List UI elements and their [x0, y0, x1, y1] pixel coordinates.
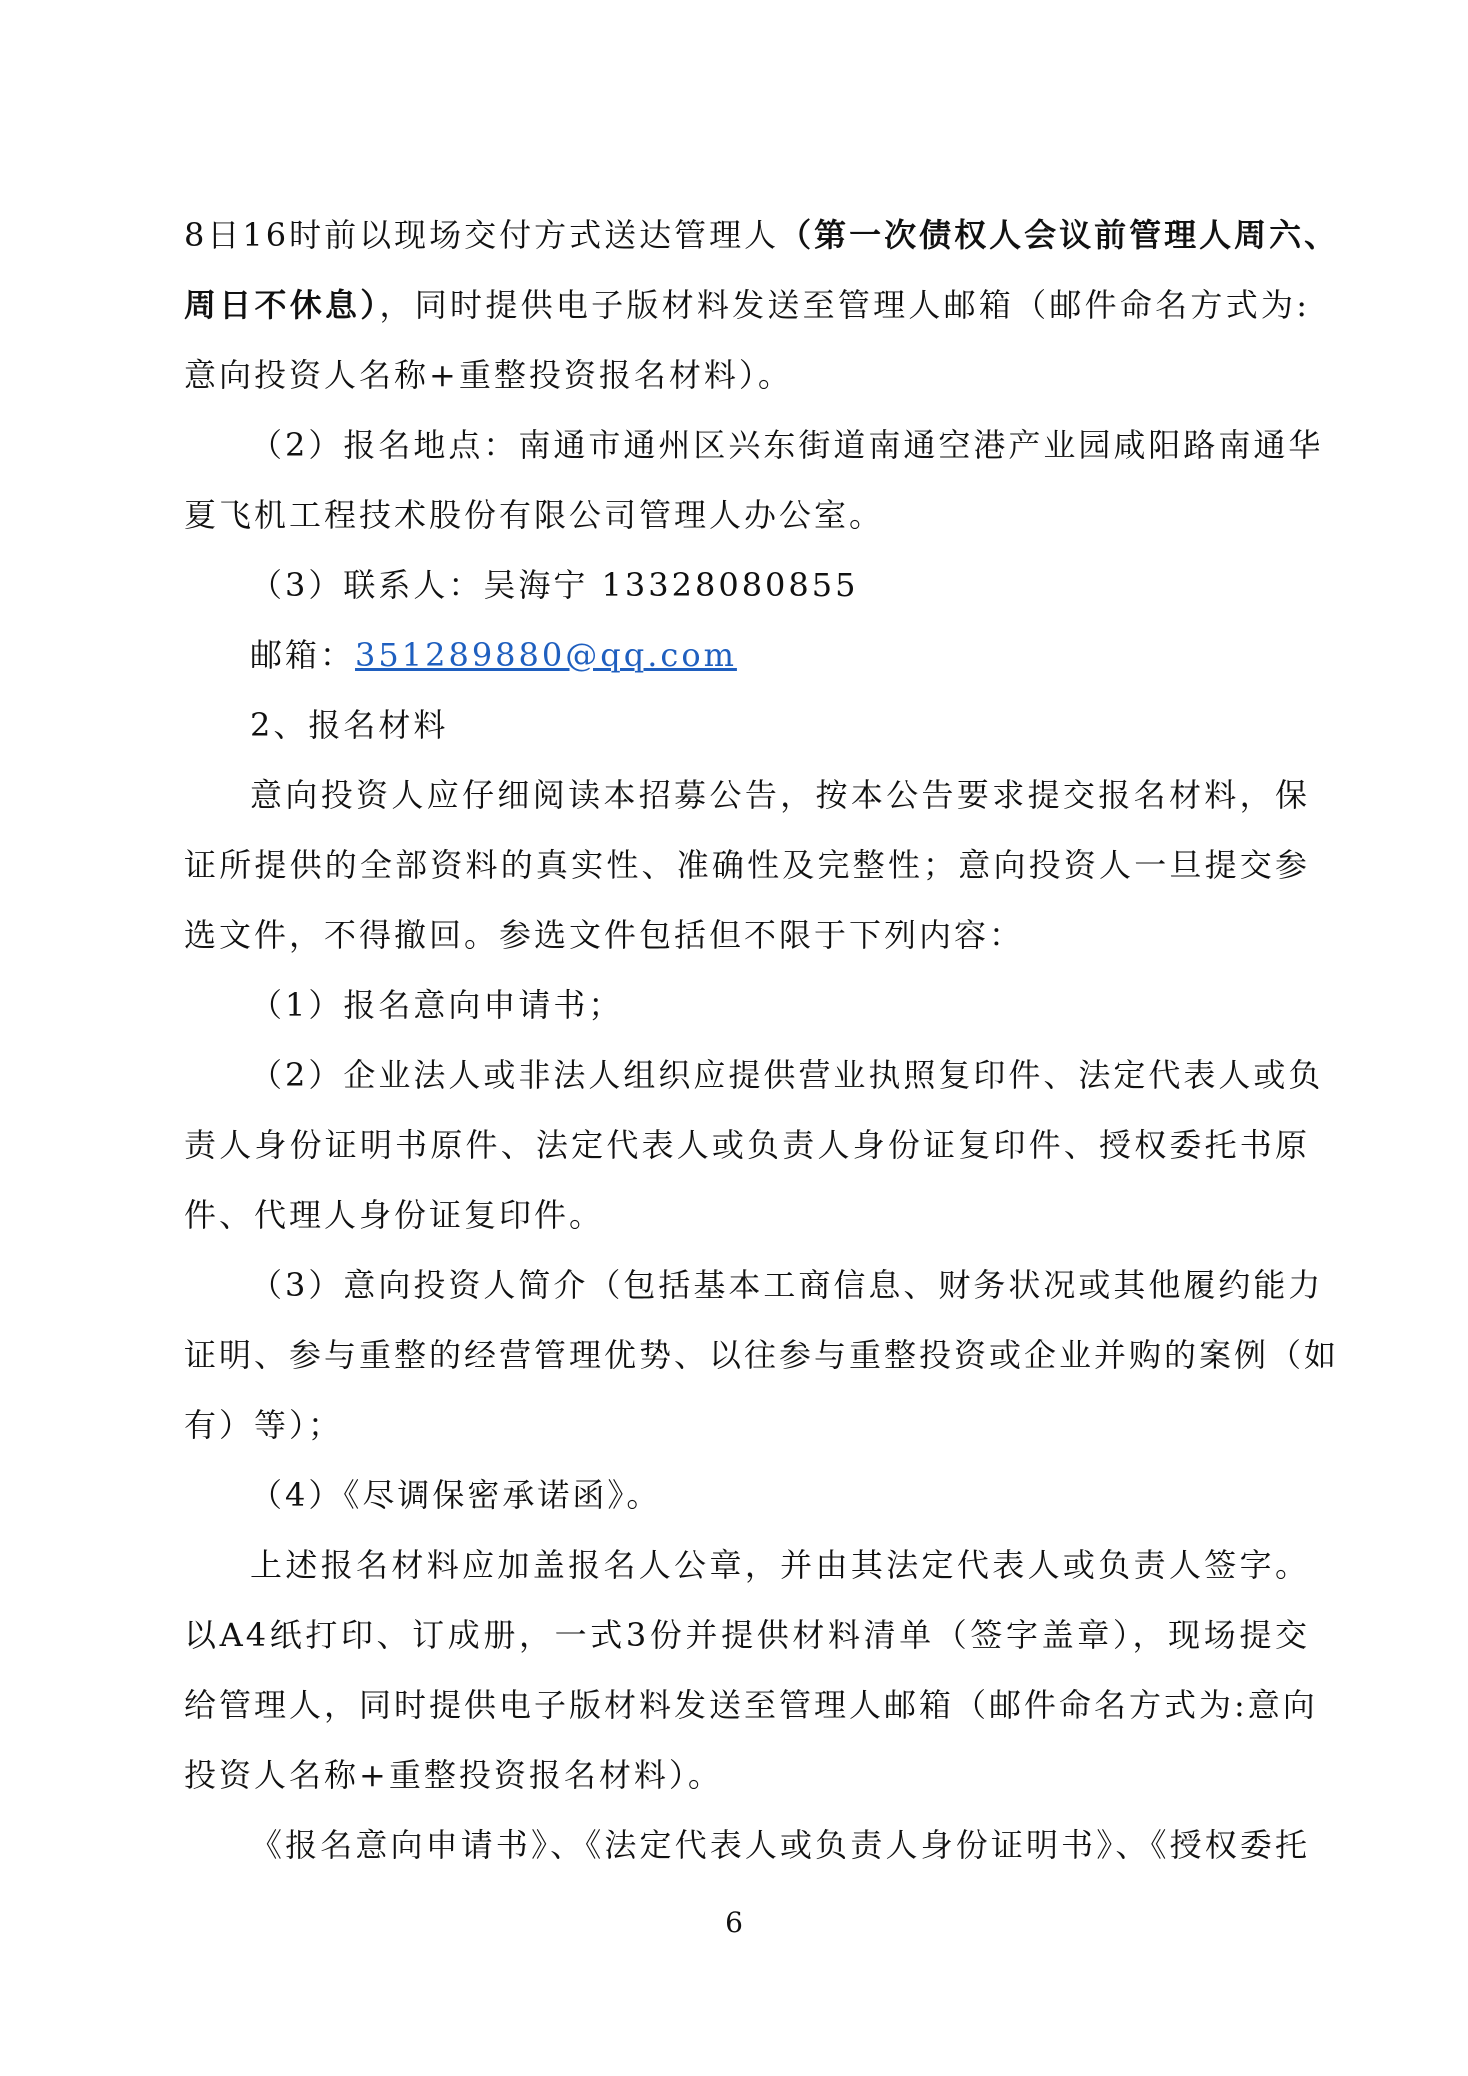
text-line: 选文件，不得撤回。参选文件包括但不限于下列内容：	[184, 916, 1025, 954]
text-line: 夏飞机工程技术股份有限公司管理人办公室。	[184, 496, 885, 534]
email-link[interactable]: 351289880@qq.com	[355, 636, 737, 674]
text-span: 8日16时前以现场交付方式送达管理人	[184, 216, 780, 254]
text-line: 意向投资人名称+重整投资报名材料）。	[184, 356, 793, 394]
paragraph-contact: （3）联系人：吴海宁 13328080855	[250, 566, 859, 604]
text-line: 给管理人，同时提供电子版材料发送至管理人邮箱（邮件命名方式为:意向	[184, 1686, 1318, 1724]
text-line: 投资人名称+重整投资报名材料）。	[184, 1756, 723, 1794]
bold-text: （第一次债权人会议前管理人周六、	[779, 216, 1340, 254]
paragraph-forms: 《报名意向申请书》、《法定代表人或负责人身份证明书》、《授权委托	[250, 1826, 1310, 1864]
list-item: （1）报名意向申请书；	[250, 986, 624, 1024]
list-item: （3）意向投资人简介（包括基本工商信息、财务状况或其他履约能力	[250, 1266, 1324, 1304]
paragraph-signup-location: （2）报名地点：南通市通州区兴东街道南通空港产业园咸阳路南通华	[250, 426, 1324, 464]
text-line: 件、代理人身份证复印件。	[184, 1196, 605, 1234]
text-line: 有）等）；	[184, 1406, 344, 1444]
text-line: 以A4纸打印、订成册，一式3份并提供材料清单（签字盖章），现场提交	[184, 1616, 1310, 1654]
text-line	[184, 200, 1340, 270]
list-item: （2）企业法人或非法人组织应提供营业执照复印件、法定代表人或负	[250, 1056, 1324, 1094]
paragraph-seal: 上述报名材料应加盖报名人公章，并由其法定代表人或负责人签字。	[250, 1546, 1310, 1584]
list-item: （4）《尽调保密承诺函》。	[250, 1476, 662, 1514]
bold-text: 周日不休息）	[184, 286, 380, 324]
email-label: 邮箱：	[250, 636, 356, 674]
text-span: ，同时提供电子版材料发送至管理人邮箱（邮件命名方式为:	[379, 286, 1310, 324]
section-heading: 2、报名材料	[250, 706, 449, 744]
text-line	[184, 270, 1310, 340]
text-line: 证明、参与重整的经营管理优势、以往参与重整投资或企业并购的案例（如	[184, 1336, 1340, 1374]
text-line: 证所提供的全部资料的真实性、准确性及完整性；意向投资人一旦提交参	[184, 846, 1310, 884]
email-line	[184, 620, 1310, 690]
text-line: 责人身份证明书原件、法定代表人或负责人身份证复印件、授权委托书原	[184, 1126, 1310, 1164]
document-body	[184, 200, 1340, 1880]
page-number: 6	[725, 1906, 743, 1939]
paragraph-materials: 意向投资人应仔细阅读本招募公告，按本公告要求提交报名材料，保	[250, 776, 1310, 814]
